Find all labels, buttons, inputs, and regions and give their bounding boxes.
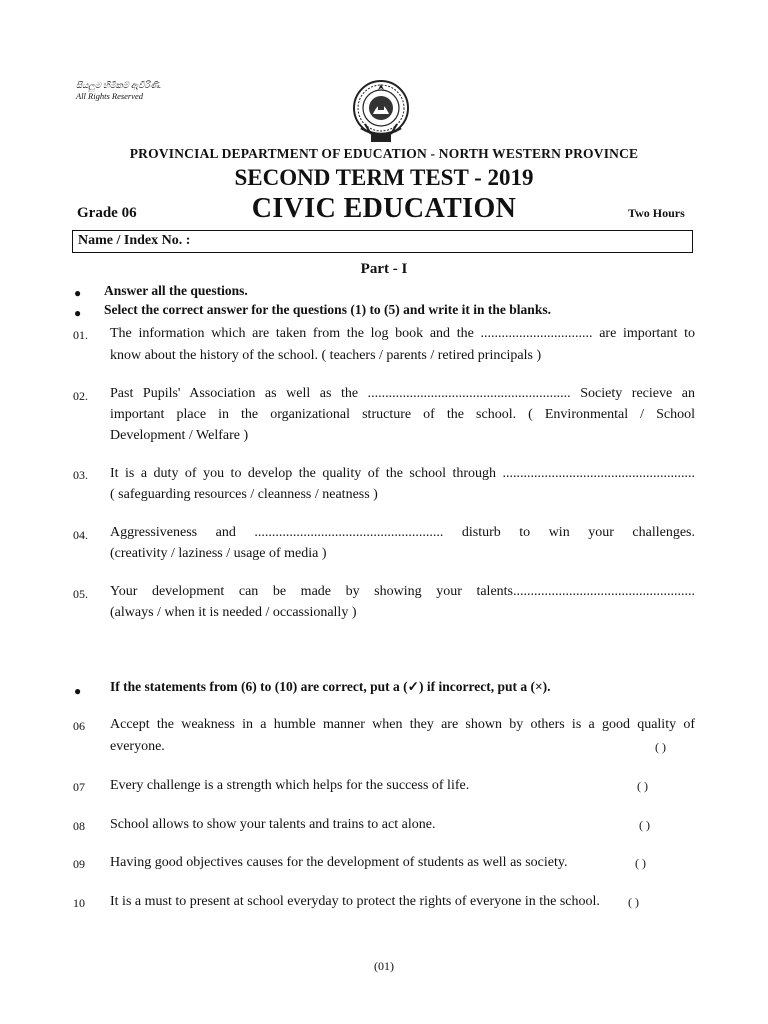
question-line: Development / Welfare ) xyxy=(110,428,249,443)
statement-line: Every challenge is a strength which helps for the success of life. xyxy=(110,778,470,793)
rights-notice xyxy=(76,80,161,102)
tick-mark-icon: (✓) xyxy=(403,679,424,694)
statement-number: 06 xyxy=(73,719,85,733)
instruction-2: Select the correct answer for the questions (1) to (5) and write it in the blanks. xyxy=(104,302,551,317)
answer-box[interactable]: ( ) xyxy=(655,740,666,754)
question-number: 01. xyxy=(73,328,88,342)
question-line: Your development can be made by showing your talents.................................................... xyxy=(110,584,695,599)
bullet-icon: ● xyxy=(74,306,82,320)
tf-instruction-prefix: If the statements from (6) to (10) are correct, put a xyxy=(110,679,400,694)
question-line: The information which are taken from the log book and the ................................ are important to xyxy=(110,326,695,341)
bullet-icon: ● xyxy=(74,684,82,698)
question-number: 04. xyxy=(73,528,88,542)
statement-number: 08 xyxy=(73,819,85,833)
tf-instruction xyxy=(110,679,551,695)
statement-number: 09 xyxy=(73,857,85,871)
question-line: Aggressiveness and ...................................................... disturb to win your challenges. xyxy=(110,525,695,540)
duration-label: Two Hours xyxy=(628,206,685,220)
statement-line: Accept the weakness in a humble manner when they are shown by others is a good quality of xyxy=(110,717,695,732)
question-number: 05. xyxy=(73,587,88,601)
question-line: ( safeguarding resources / cleanness / neatness ) xyxy=(110,487,378,502)
name-index-label: Name / Index No. : xyxy=(78,233,191,248)
statement-line: It is a must to present at school everyday to protect the rights of everyone in the school. xyxy=(110,894,600,909)
rights-sinhala: සියලුම හිමිකම් ඇවිරිණි. xyxy=(76,80,162,90)
statement-number: 07 xyxy=(73,780,85,794)
question-line: Past Pupils' Association as well as the .......................................................... Society recieve an xyxy=(110,386,695,401)
statement-line: Having good objectives causes for the development of students as well as society. xyxy=(110,855,568,870)
grade-label: Grade 06 xyxy=(77,205,137,221)
page-number: (01) xyxy=(374,959,394,973)
question-line: (creativity / laziness / usage of media ) xyxy=(110,546,327,561)
question-line: (always / when it is needed / occassionally ) xyxy=(110,605,357,620)
test-title: SECOND TERM TEST - 2019 xyxy=(234,165,534,190)
question-number: 03. xyxy=(73,468,88,482)
cross-mark-icon: (×). xyxy=(530,679,551,694)
question-line: know about the history of the school. ( teachers / parents / retired principals ) xyxy=(110,348,542,363)
subject-title: CIVIC EDUCATION xyxy=(251,193,517,224)
rights-english: All Rights Reserved xyxy=(76,91,144,101)
statement-line: everyone. xyxy=(110,739,165,754)
tf-instruction-middle: if incorrect, put a xyxy=(426,679,528,694)
answer-box[interactable]: ( ) xyxy=(639,818,650,832)
question-line: important place in the organizational structure of the school. ( Environmental / School xyxy=(110,407,695,422)
answer-box[interactable]: ( ) xyxy=(635,856,646,870)
question-number: 02. xyxy=(73,389,88,403)
statement-number: 10 xyxy=(73,896,85,910)
instruction-1: Answer all the questions. xyxy=(104,283,248,298)
question-line: It is a duty of you to develop the quality of the school through ....................................................... xyxy=(110,466,695,481)
part-heading: Part - I xyxy=(360,261,408,277)
sri-lanka-emblem-icon xyxy=(351,78,411,146)
answer-box[interactable]: ( ) xyxy=(637,779,648,793)
bullet-icon: ● xyxy=(74,286,82,300)
statement-line: School allows to show your talents and trains to act alone. xyxy=(110,817,436,832)
department-title: PROVINCIAL DEPARTMENT OF EDUCATION - NORTH WESTERN PROVINCE xyxy=(129,146,639,161)
answer-box[interactable]: ( ) xyxy=(628,895,639,909)
name-index-field[interactable] xyxy=(72,230,693,253)
